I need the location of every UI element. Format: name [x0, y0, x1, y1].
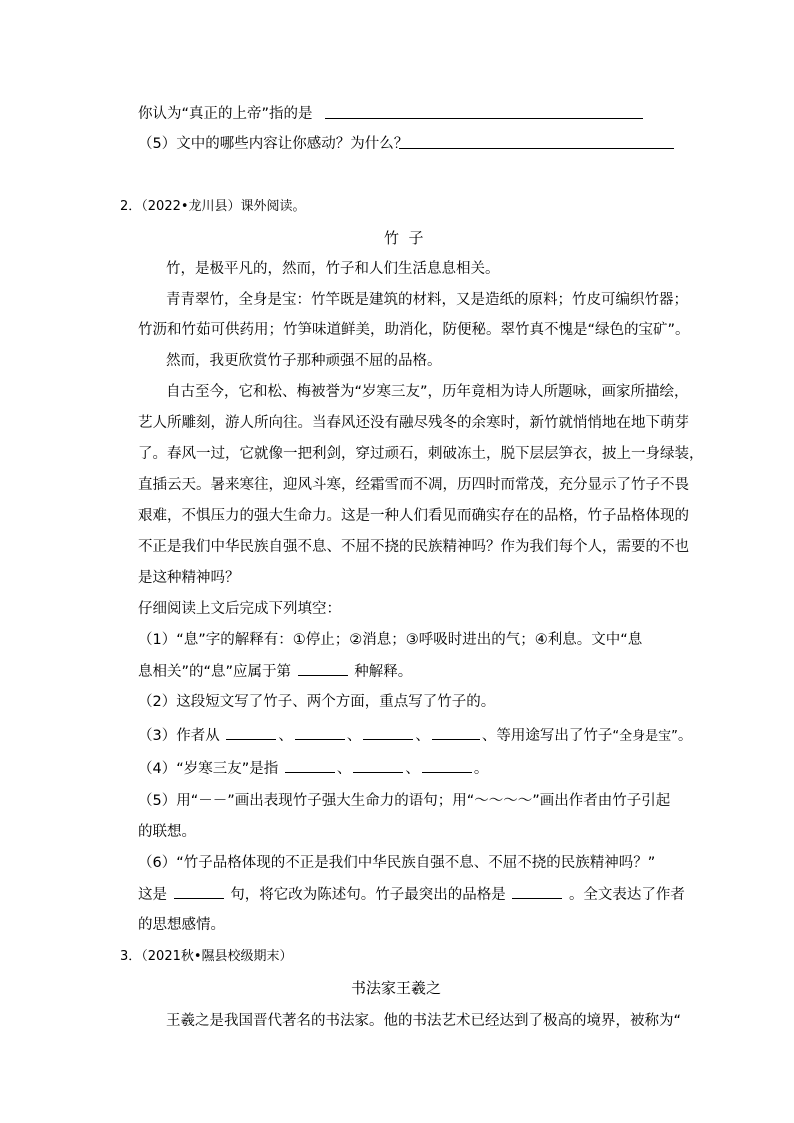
answer-blank[interactable] [298, 661, 348, 676]
answer-blank[interactable] [174, 884, 224, 899]
sub-question-2: （2）这段短文写了竹子、两个方面，重点写了竹子的。 [138, 694, 496, 710]
paragraph-4-line-2: 艺人所雕刻，游人所向往。当春风还没有融尽残冬的余寒时，新竹就悄悄地在地下萌芽 [138, 415, 689, 431]
question-text: （5）文中的哪些内容让你感动？为什么？ [138, 136, 409, 152]
answer-line [399, 148, 674, 149]
question-2-header: 2．（2022•龙川县）课外阅读。 [120, 199, 306, 214]
passage-title: 书法家王羲之 [351, 979, 442, 997]
answer-line [325, 118, 643, 119]
answer-blank[interactable] [353, 758, 403, 773]
paragraph-4-line-1: 自古至今，它和松、梅被誉为“岁寒三友”，历年竟相为诗人所题咏，画家所描绘， [166, 384, 689, 400]
answer-blank[interactable] [422, 758, 472, 773]
question-5-line [138, 134, 408, 154]
answer-blank[interactable] [363, 725, 413, 740]
sub-question-6-line-1: （6）“竹子品格体现的不正是我们中华民族自强不息、不屈不挠的民族精神吗？” [138, 855, 656, 871]
paragraph-4-line-3: 了。春风一过，它就像一把利剑，穿过顽石，刺破冻土，脱下层层笋衣，披上一身绿装， [138, 446, 704, 462]
sub-question-4: （4）“岁寒三友”是指 、 、 。 [138, 758, 488, 779]
question-3-header: 3．（2021秋•隰县校级期末） [120, 949, 293, 964]
question-text: 你认为“真正的上帝”指的是 [138, 106, 313, 122]
sub-question-5-line-1: （5）用“－－”画出表现竹子强大生命力的语句；用“～～～～”画出作者由竹子引起 [138, 793, 671, 809]
paragraph-4-line-6: 不正是我们中华民族自强不息、不屈不挠的民族精神吗？作为我们每个人，需要的不也 [138, 539, 689, 555]
sub-question-6-line-3: 的思想感情。 [138, 917, 225, 933]
paragraph-2-line-2: 竹沥和竹茹可供药用；竹笋味道鲜美，助消化，防便秘。翠竹真不愧是“绿色的宝矿”。 [138, 322, 690, 338]
sub-question-5-line-2: 的联想。 [138, 824, 196, 840]
sub-question-1-line-1: （1）“息”字的解释有：①停止；②消息；③呼吸时进出的气；④利息。文中“息 [138, 632, 643, 648]
sub-question-6-line-2: 这是 句，将它改为陈述句。竹子最突出的品格是 。全文表达了作者 [138, 884, 685, 905]
answer-blank[interactable] [295, 725, 345, 740]
sub-question-1-line-2: 息相关”的“息”应属于第 种解释。 [138, 661, 412, 682]
answer-blank[interactable] [285, 758, 335, 773]
paragraph-1: 竹，是极平凡的，然而，竹子和人们生活息息相关。 [166, 261, 500, 277]
question-4-line [138, 104, 313, 124]
answer-blank[interactable] [512, 884, 562, 899]
paragraph-4-line-5: 艰难，不惧压力的强大生命力。这是一种人们看见而确实存在的品格，竹子品格体现的 [138, 508, 689, 524]
answer-blank[interactable] [432, 725, 480, 740]
paragraph-2-line-1: 青青翠竹，全身是宝：竹竿既是建筑的材料，又是造纸的原料；竹皮可编织竹器； [166, 292, 688, 308]
answer-blank[interactable] [226, 725, 276, 740]
paragraph-4-line-7: 是这种精神吗？ [138, 570, 240, 586]
passage-title: 竹 子 [384, 229, 424, 247]
paragraph-4-line-4: 直插云天。暑来寒往，迎风斗寒，经霜雪而不凋，历四时而常茂，充分显示了竹子不畏 [138, 477, 689, 493]
paragraph-1: 王羲之是我国晋代著名的书法家。他的书法艺术已经达到了极高的境界，被称为“ [166, 1013, 682, 1029]
paragraph-3: 然而，我更欣赏竹子那种顽强不屈的品格。 [166, 353, 442, 369]
sub-question-3: （3）作者从 、 、 、 、等用途写出了竹子“全身是宝”。 [138, 725, 692, 747]
instructions: 仔细阅读上文后完成下列填空： [138, 601, 341, 617]
